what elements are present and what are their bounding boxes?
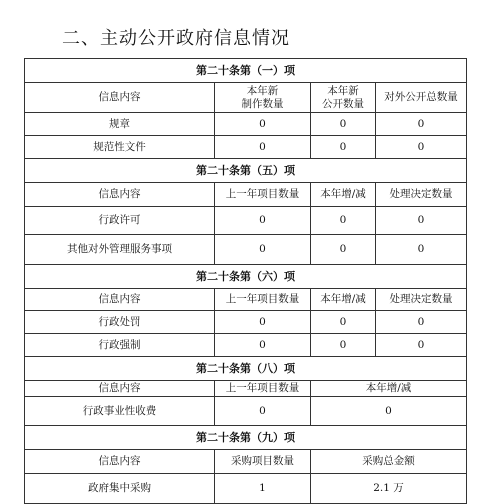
value-cell: 0: [311, 397, 467, 426]
value-cell: 0: [215, 235, 311, 265]
header-cell: 处理决定数量: [376, 183, 467, 207]
item-name: 规章: [25, 113, 215, 136]
table-row: [25, 235, 467, 265]
header-row: [25, 289, 467, 311]
value-cell: 0: [376, 311, 467, 334]
section-title: 第二十条第（八）项: [25, 357, 467, 381]
header-cell: 上一年项目数量: [215, 289, 311, 311]
section-title-row: [25, 426, 467, 450]
item-name: 行政许可: [25, 207, 215, 235]
item-name: 行政事业性收费: [25, 397, 215, 426]
section-title-row: [25, 59, 467, 83]
header-row: [25, 450, 467, 474]
value-cell: 0: [311, 136, 376, 159]
header-row: [25, 183, 467, 207]
section-title-row: [25, 357, 467, 381]
value-cell: 0: [376, 334, 467, 357]
header-cell: 本年增/减: [311, 183, 376, 207]
header-cell: 采购项目数量: [215, 450, 311, 474]
section-heading: 二、主动公开政府信息情况: [62, 28, 290, 49]
value-cell: 0: [311, 113, 376, 136]
value-cell: 0: [215, 311, 311, 334]
header-cell: 上一年项目数量: [215, 381, 311, 397]
item-name: 行政处罚: [25, 311, 215, 334]
header-cell: 信息内容: [25, 450, 215, 474]
item-name: 政府集中采购: [25, 474, 215, 504]
value-cell: 1: [215, 474, 311, 504]
value-cell: 0: [215, 136, 311, 159]
header-cell: 信息内容: [25, 381, 215, 397]
section-title: 第二十条第（九）项: [25, 426, 467, 450]
value-cell: 0: [215, 207, 311, 235]
table-row: [25, 311, 467, 334]
table-row: [25, 207, 467, 235]
value-cell: 0: [311, 235, 376, 265]
header-cell: 本年增/减: [311, 289, 376, 311]
table-row: [25, 397, 467, 426]
value-cell: 0: [376, 136, 467, 159]
value-cell: 2.1 万: [311, 474, 467, 504]
item-name: 规范性文件: [25, 136, 215, 159]
header-cell: 上一年项目数量: [215, 183, 311, 207]
value-cell: 0: [311, 207, 376, 235]
section-title-row: [25, 265, 467, 289]
value-cell: 0: [215, 113, 311, 136]
section-title: 第二十条第（一）项: [25, 59, 467, 83]
value-cell: 0: [311, 334, 376, 357]
disclosure-table: [24, 58, 467, 504]
header-cell: 信息内容: [25, 289, 215, 311]
item-name: 其他对外管理服务事项: [25, 235, 215, 265]
header-row: [25, 381, 467, 397]
header-row: [25, 83, 467, 113]
table-row: [25, 334, 467, 357]
item-name: 行政强制: [25, 334, 215, 357]
value-cell: 0: [376, 207, 467, 235]
header-cell: 对外公开总数量: [376, 83, 467, 113]
table-row: [25, 474, 467, 504]
header-cell: 信息内容: [25, 183, 215, 207]
header-cell: 本年增/减: [311, 381, 467, 397]
value-cell: 0: [215, 334, 311, 357]
value-cell: 0: [215, 397, 311, 426]
header-cell: 本年新 制作数量: [215, 83, 311, 113]
section-title-row: [25, 159, 467, 183]
table-row: [25, 113, 467, 136]
value-cell: 0: [376, 235, 467, 265]
value-cell: 0: [311, 311, 376, 334]
table-row: [25, 136, 467, 159]
header-cell: 采购总金额: [311, 450, 467, 474]
section-title: 第二十条第（五）项: [25, 159, 467, 183]
value-cell: 0: [376, 113, 467, 136]
header-cell: 信息内容: [25, 83, 215, 113]
header-cell: 处理决定数量: [376, 289, 467, 311]
section-title: 第二十条第（六）项: [25, 265, 467, 289]
header-cell: 本年新 公开数量: [311, 83, 376, 113]
